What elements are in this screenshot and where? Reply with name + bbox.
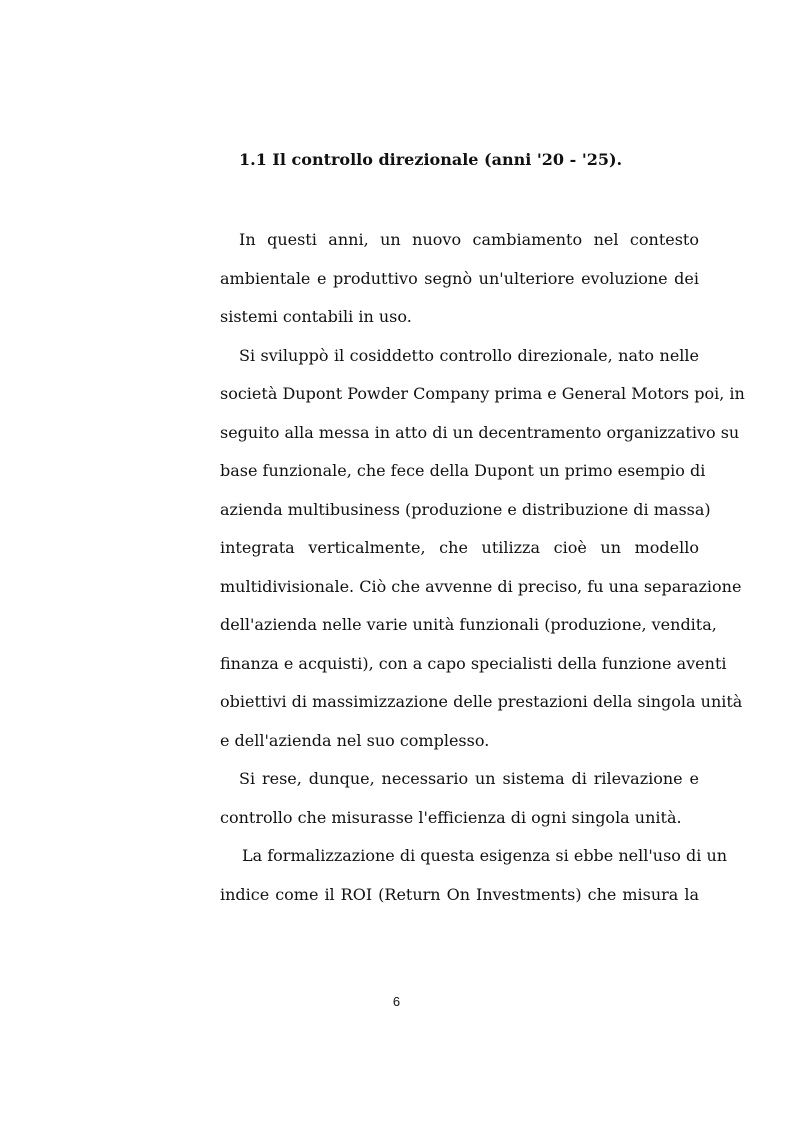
text-line: In questi anni, un nuovo cambiamento nel contesto [239,230,699,249]
text-line: indice come il ROI (Return On Investments) che misura la [220,884,699,904]
text-line: ambientale e produttivo segnò un'ulteriore evoluzione dei [220,268,699,288]
text-line: seguito alla messa in atto di un decentramento organizzativo su [220,422,740,442]
text-line: società Dupont Powder Company prima e General Motors poi, in [220,384,745,403]
text-line: finanza e acquisti), con a capo specialisti della funzione aventi [220,653,727,673]
text-line: sistemi contabili in uso. [220,307,412,326]
text-line: obiettivi di massimizzazione delle prestazioni della singola unità [220,692,743,711]
text-line: base funzionale, che fece della Dupont un primo esempio di [220,461,706,480]
text-line: e dell'azienda nel suo complesso. [220,730,490,750]
text-line: azienda multibusiness (produzione e distribuzione di massa) [220,499,711,519]
text-line: integrata verticalmente, che utilizza cioè un modello [220,538,699,557]
section-heading: 1.1 Il controllo direzionale (anni '20 - '25). [239,150,623,169]
text-line: multidivisionale. Ciò che avvenne di preciso, fu una separazione [220,576,742,596]
page-number: 6 [392,994,401,1009]
text-line: La formalizzazione di questa esigenza si ebbe nell'uso di un [242,846,728,865]
text-line: Si sviluppò il cosiddetto controllo direzionale, nato nelle [239,345,699,365]
text-line: Si rese, dunque, necessario un sistema di rilevazione e [239,769,699,788]
text-line: dell'azienda nelle varie unità funzionali (produzione, vendita, [220,615,717,634]
text-line: controllo che misurasse l'efficienza di ogni singola unità. [220,807,682,827]
body-text [220,221,745,914]
